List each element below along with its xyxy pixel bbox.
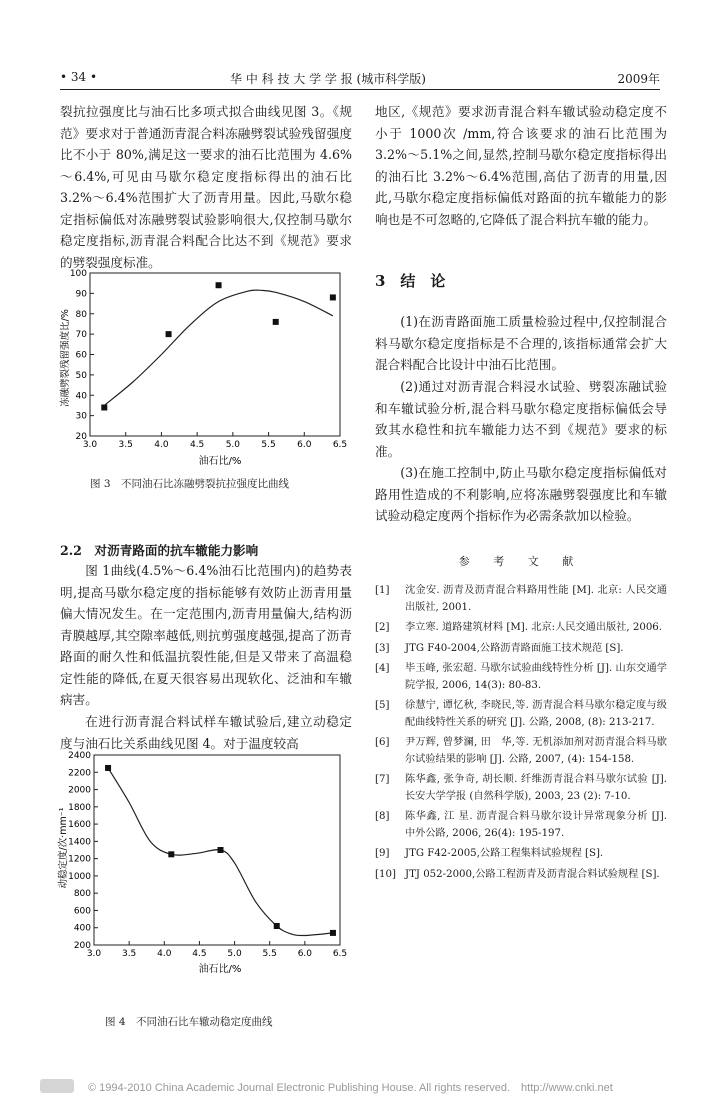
reference-item: [375, 772, 667, 805]
references-heading: 参 考 文 献: [458, 555, 584, 568]
y-tick-label: 2200: [68, 768, 91, 779]
reference-text: 陈华鑫, 张争奇, 胡长顺. 纤维沥青混合料马歇尔试验 [J]. 长安大学学报 (自然科学版), 2003, 23 (2): 7-10.: [405, 774, 667, 802]
reference-text: 陈华鑫, 江 星. 沥青混合料马歇尔设计异常现象分析 [J]. 中外公路, 2006, 26(4): 195-197.: [405, 811, 667, 839]
data-point: [330, 930, 336, 936]
reference-text: 沈金安. 沥青及沥青混合料路用性能 [M]. 北京: 人民交通出版社, 2001.: [405, 585, 667, 613]
fig3-caption: 图 3 不同油石比冻融劈裂抗拉强度比曲线: [90, 478, 290, 490]
plot-frame: [90, 273, 340, 436]
x-tick-label: 4.5: [189, 440, 205, 450]
y-tick-label: 90: [75, 289, 87, 300]
data-point: [218, 847, 224, 853]
y-tick-label: 60: [75, 350, 87, 361]
x-tick-label: 4.0: [157, 949, 172, 959]
reference-item: [375, 620, 667, 637]
reference-number: [2]: [375, 622, 390, 633]
data-point: [216, 282, 222, 288]
reference-number: [1]: [375, 585, 390, 596]
x-tick-label: 6.0: [297, 949, 313, 959]
x-tick-label: 6.5: [332, 440, 348, 450]
reference-text: JTJ 052-2000,公路工程沥青及沥青混合料试验规程 [S].: [405, 868, 660, 880]
y-tick-label: 30: [75, 411, 87, 422]
copyright-footer: [40, 1079, 680, 1095]
fig3-ylabel: 冻融劈裂残留强度比/%: [60, 309, 71, 407]
y-tick-label: 1200: [68, 854, 91, 865]
fig3-xlabel: 油石比/%: [198, 456, 242, 467]
y-tick-label: 1600: [68, 820, 91, 831]
reference-text: JTG F40-2004,公路沥青路面施工技术规范 [S].: [405, 642, 624, 654]
x-tick-label: 5.5: [262, 949, 277, 959]
reference-item: [375, 641, 667, 658]
running-header: [60, 70, 660, 86]
conclusion-1: (1)在沥青路面施工质量检验过程中,仅控制混合料马歇尔稳定度指标是不合理的,该指标通常会扩大混合料配合比设计中油石比范围。: [375, 314, 667, 372]
left-paragraph-2: 图 1曲线(4.5%～6.4%油石比范围内)的趋势表明,提高马歇尔稳定度的指标能够有效防止沥青用量偏大情况发生。在一定范围内,沥青用量偏大,结构沥青膜越厚,其空隙率越低,则抗剪强度越强,提高了沥青路面的耐久性和低温抗裂性能,但是又带来了高温稳定性能的降低,在夏天很容易出现软化、泛油和车辙病害。: [60, 563, 352, 707]
data-point: [273, 319, 279, 325]
left-paragraph-1: 裂抗拉强度比与油石比多项式拟合曲线见图 3。《规范》要求对于普通沥青混合料冻融劈裂试验残留强度比不小于 80%,满足这一要求的油石比范围为 4.6%～6.4%,可见由马歇尔稳定度指标得出的油石比 3.2%～6.4%范围扩大了沥青用量。因此,马歇尔稳定指标偏低对冻融劈裂试验影响很大,仅控制马歇尔稳定度指标,沥青混合料配合比达不到《规范》要求的劈裂强度标准。: [60, 104, 352, 270]
x-tick-label: 5.5: [261, 440, 276, 450]
x-tick-label: 3.0: [86, 949, 102, 959]
reference-text: 毕玉峰, 张宏超. 马歇尔试验曲线特性分析 [J]. 山东交通学院学报, 2006, 14(3): 80-83.: [405, 663, 667, 691]
y-tick-label: 80: [75, 309, 87, 320]
reference-text: JTG F42-2005,公路工程集料试验规程 [S].: [405, 848, 604, 859]
fig3-chart: [60, 268, 350, 468]
reference-list: [375, 583, 667, 887]
data-point: [330, 294, 336, 300]
y-tick-label: 400: [73, 923, 91, 934]
y-tick-label: 2400: [68, 751, 91, 761]
reference-number: [8]: [375, 811, 390, 822]
fig4-ylabel: 动稳定度/次·mm⁻¹: [58, 807, 69, 889]
reference-number: [3]: [375, 642, 390, 654]
y-tick-label: 40: [75, 391, 87, 402]
reference-item: [375, 661, 667, 694]
left-paragraph-3: 在进行沥青混合料试样车辙试验后,建立动稳定度与油石比关系曲线见图 4。对于温度较高: [60, 714, 352, 751]
reference-text: 尹万辉, 曾梦澜, 田 华,等. 无机添加剂对沥青混合料马歇尔试验结果的影响 [J]. 公路, 2007, (4): 154-158.: [405, 737, 667, 765]
y-tick-label: 600: [73, 906, 91, 917]
series-curve: [104, 290, 333, 405]
fig4-xlabel: 油石比/%: [198, 964, 242, 975]
journal-title: 华 中 科 技 大 学 学 报 (城市科学版): [230, 72, 426, 86]
conclusion-2: (2)通过对沥青混合料浸水试验、劈裂冻融试验和车辙试验分析,混合料马歇尔稳定度指标偏低会导致其水稳性和抗车辙能力达不到《规范》要求的标准。: [375, 379, 667, 459]
right-paragraph-1: 地区,《规范》要求沥青混合料车辙试验动稳定度不小于 1000次 /mm,符合该要求的油石比范围为 3.2%～5.1%之间,显然,控制马歇尔稳定度指标得出的油石比 3.2%～6.4%范围,高估了沥青的用量,因此,马歇尔稳定度指标偏低对路面的抗车辙能力的影响也是不可忽略的,它降低了混合料抗车辙的能力。: [375, 104, 667, 227]
y-tick-label: 20: [75, 432, 87, 442]
section-3-heading: 3 结 论: [375, 272, 446, 290]
page-number: • 34 •: [60, 70, 98, 84]
y-tick-label: 2000: [68, 785, 91, 796]
copyright-text: © 1994-2010 China Academic Journal Electronic Publishing House. All rights reserved. http://www.cnki.net: [88, 1082, 613, 1094]
x-tick-label: 4.0: [154, 440, 169, 450]
y-tick-label: 1800: [68, 802, 91, 813]
x-tick-label: 5.0: [225, 440, 241, 450]
data-point: [166, 331, 172, 337]
journal-year: 2009年: [617, 72, 660, 86]
reference-item: [375, 698, 667, 731]
reference-text: 李立寒. 道路建筑材料 [M]. 北京:人民交通出版社, 2006.: [405, 622, 663, 633]
data-point: [101, 404, 107, 410]
reference-number: [5]: [375, 700, 390, 711]
fig4-caption: 图 4 不同油石比车辙动稳定度曲线: [105, 1016, 273, 1028]
reference-number: [9]: [375, 848, 390, 859]
y-tick-label: 1000: [68, 871, 91, 882]
y-tick-label: 100: [69, 269, 87, 279]
reference-number: [6]: [375, 737, 390, 748]
x-tick-label: 3.5: [121, 949, 137, 959]
reference-item: [375, 735, 667, 768]
cnki-logo-icon: [40, 1079, 74, 1093]
section-2-2-heading: 2.2 对沥青路面的抗车辙能力影响: [60, 543, 259, 558]
reference-number: [10]: [375, 868, 396, 880]
y-tick-label: 1400: [68, 837, 91, 848]
reference-item: [375, 809, 667, 842]
y-tick-label: 200: [73, 941, 91, 951]
reference-item: [375, 846, 667, 863]
reference-item: [375, 867, 667, 884]
header-rule: [60, 89, 660, 90]
x-tick-label: 3.0: [82, 440, 98, 450]
data-point: [168, 851, 174, 857]
reference-number: [4]: [375, 663, 390, 674]
x-tick-label: 5.0: [227, 949, 242, 959]
x-tick-label: 3.5: [118, 440, 133, 450]
x-tick-label: 6.0: [297, 440, 312, 450]
x-tick-label: 4.5: [192, 949, 207, 959]
x-tick-label: 6.5: [332, 949, 348, 959]
conclusion-3: (3)在施工控制中,防止马歇尔稳定度指标偏低对路用性造成的不利影响,应将冻融劈裂强度比和车辙试验动稳定度两个指标作为必需条款加以检验。: [375, 465, 667, 523]
data-point: [274, 923, 280, 929]
data-point: [105, 765, 111, 771]
reference-number: [7]: [375, 774, 390, 785]
y-tick-label: 50: [75, 370, 87, 381]
reference-item: [375, 583, 667, 616]
y-tick-label: 70: [75, 330, 87, 341]
reference-text: 徐慧宁, 谭忆秋, 李晓民,等. 沥青混合料马歇尔稳定度与级配曲线特性关系的研究 [J]. 公路, 2008, (8): 213-217.: [405, 700, 667, 728]
fig4-chart: [60, 750, 350, 975]
y-tick-label: 800: [73, 889, 91, 900]
